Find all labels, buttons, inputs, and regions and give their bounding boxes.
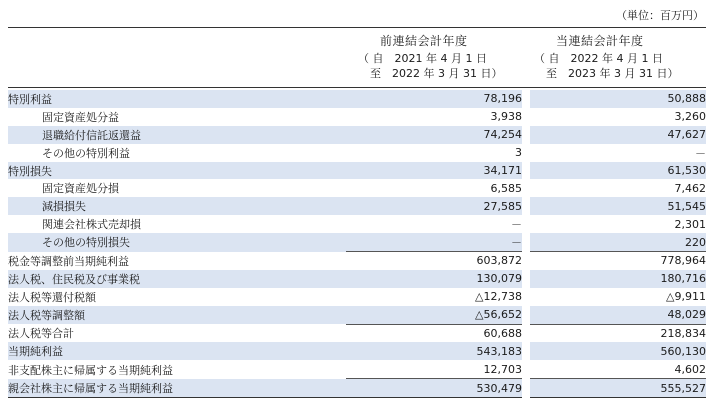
column-gap xyxy=(522,126,530,144)
table-row xyxy=(8,126,706,144)
prev-year-value: 34,171 xyxy=(346,162,522,180)
curr-year-value: 4,602 xyxy=(674,362,706,376)
column-gap xyxy=(522,108,530,126)
column-gap xyxy=(522,324,530,342)
column-gap xyxy=(522,197,530,215)
column-gap xyxy=(522,179,530,197)
table-row xyxy=(8,306,706,324)
table-row xyxy=(8,162,706,180)
table-row xyxy=(8,288,706,306)
table-row xyxy=(8,252,706,270)
header-top-rule xyxy=(8,27,706,28)
row-label: 退職給付信託返還益 xyxy=(8,126,346,144)
curr-year-value: 50,888 xyxy=(530,90,706,108)
prev-year-value: 603,872 xyxy=(346,252,522,270)
prev-year-value: 543,183 xyxy=(346,342,522,360)
header-bottom-rule xyxy=(8,87,706,88)
column-gap xyxy=(522,233,530,251)
curr-year-value: 47,627 xyxy=(530,126,706,144)
table-row xyxy=(8,179,706,197)
row-label: 固定資産処分益 xyxy=(42,110,119,124)
prev-year-title: 前連結会計年度 xyxy=(380,34,468,48)
curr-year-value: 2,301 xyxy=(674,217,706,231)
curr-year-value: 48,029 xyxy=(530,306,706,324)
curr-year-value: 7,462 xyxy=(674,181,706,195)
row-label: 法人税等還付税額 xyxy=(8,290,96,304)
row-label: 当期純利益 xyxy=(8,342,346,360)
row-label: その他の特別損失 xyxy=(8,233,346,251)
column-gap xyxy=(522,379,530,398)
column-gap xyxy=(522,162,530,180)
table-row xyxy=(8,233,706,251)
prev-year-value: － xyxy=(346,233,522,251)
prev-year-to: 至 2022 年 3 月 31 日） xyxy=(370,67,503,80)
curr-year-value: 220 xyxy=(530,233,706,251)
table-row xyxy=(8,215,706,233)
column-gap xyxy=(522,360,530,378)
table-row xyxy=(8,270,706,288)
column-gap xyxy=(522,306,530,324)
curr-year-from: （ 自 2022 年 4 月 1 日 xyxy=(534,52,663,65)
table-row xyxy=(8,90,706,108)
table-row xyxy=(8,379,706,398)
column-gap xyxy=(522,215,530,233)
curr-year-title: 当連結会計年度 xyxy=(556,34,644,48)
row-label: 特別損失 xyxy=(8,162,346,180)
curr-year-value: 61,530 xyxy=(530,162,706,180)
prev-year-value: 130,079 xyxy=(346,270,522,288)
table-row xyxy=(8,360,706,378)
curr-year-value: 51,545 xyxy=(530,197,706,215)
curr-year-value: 778,964 xyxy=(530,252,706,270)
curr-year-value: 560,130 xyxy=(530,342,706,360)
column-gap xyxy=(522,342,530,360)
column-gap xyxy=(522,252,530,270)
prev-year-value: － xyxy=(511,218,522,232)
prev-year-value: 530,479 xyxy=(346,379,522,398)
curr-year-value: 218,834 xyxy=(530,324,706,342)
table-row xyxy=(8,108,706,126)
row-label: 法人税等調整額 xyxy=(8,306,346,324)
row-label: 特別利益 xyxy=(8,90,346,108)
table-row xyxy=(8,144,706,162)
row-label: その他の特別利益 xyxy=(42,146,130,160)
prev-year-value: 60,688 xyxy=(346,324,522,342)
income-table xyxy=(8,90,706,398)
curr-year-value: 3,260 xyxy=(674,110,706,124)
prev-year-value: 6,585 xyxy=(490,181,522,195)
prev-year-value: 3,938 xyxy=(490,110,522,124)
row-label: 法人税等合計 xyxy=(8,327,74,341)
column-gap xyxy=(522,288,530,306)
row-label: 法人税、住民税及び事業税 xyxy=(8,270,346,288)
prev-year-value: 78,196 xyxy=(346,90,522,108)
curr-year-value: － xyxy=(695,146,706,160)
curr-year-value: △9,911 xyxy=(666,290,706,304)
curr-year-value: 180,716 xyxy=(530,270,706,288)
prev-year-value: △56,652 xyxy=(346,306,522,324)
row-label: 減損損失 xyxy=(8,197,346,215)
column-gap xyxy=(522,144,530,162)
prev-year-value: 3 xyxy=(515,146,522,160)
row-label: 非支配株主に帰属する当期純利益 xyxy=(8,363,173,377)
income-table-body xyxy=(8,90,706,398)
column-gap xyxy=(522,270,530,288)
prev-year-from: （ 自 2021 年 4 月 1 日 xyxy=(358,52,487,65)
table-row xyxy=(8,197,706,215)
prev-year-value: 74,254 xyxy=(346,126,522,144)
row-label: 税金等調整前当期純利益 xyxy=(8,254,129,268)
table-row xyxy=(8,324,706,342)
prev-year-value: 12,703 xyxy=(483,362,522,376)
row-label: 親会社株主に帰属する当期純利益 xyxy=(8,379,346,398)
curr-year-value: 555,527 xyxy=(530,379,706,398)
curr-year-to: 至 2023 年 3 月 31 日） xyxy=(546,67,679,80)
unit-note: （単位：百万円） xyxy=(616,9,704,22)
table-row xyxy=(8,342,706,360)
prev-year-value: △12,738 xyxy=(475,290,522,304)
column-gap xyxy=(522,90,530,108)
row-label: 固定資産処分損 xyxy=(42,182,119,196)
prev-year-value: 27,585 xyxy=(346,197,522,215)
row-label: 関連会社株式売却損 xyxy=(42,218,141,232)
